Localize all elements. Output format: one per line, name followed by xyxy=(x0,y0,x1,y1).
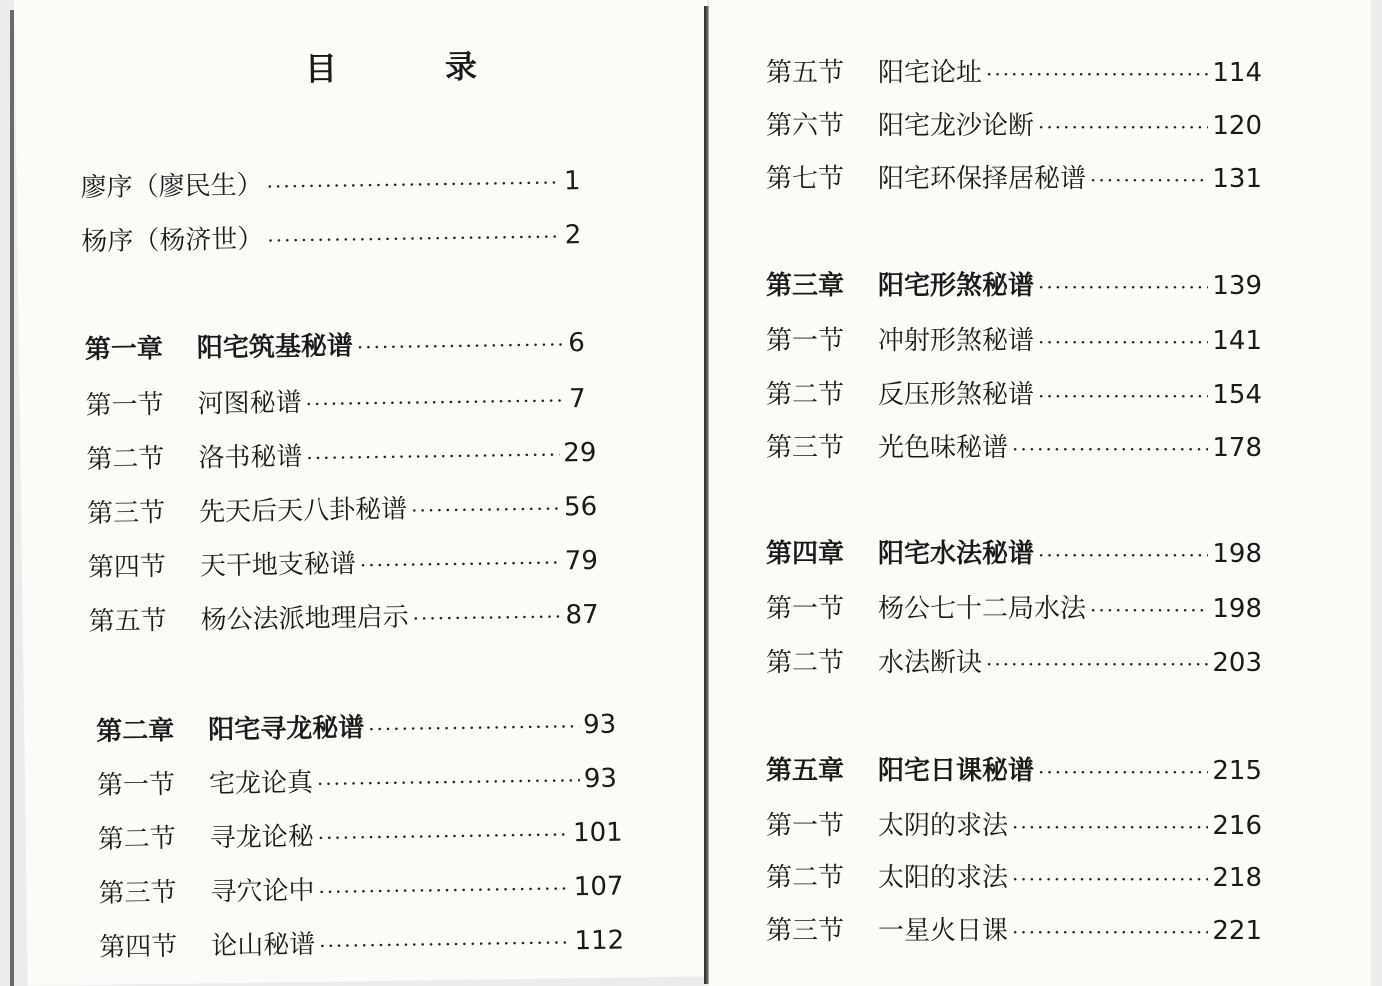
left-page xyxy=(14,0,721,986)
section-title: 一星火日课 xyxy=(878,916,1009,946)
entry-page: 221 xyxy=(1212,916,1262,946)
section-label: 第三节 xyxy=(766,916,845,946)
section-label: 第四节 xyxy=(87,551,167,584)
leader-dots xyxy=(1038,760,1208,784)
entry-page: 154 xyxy=(1212,380,1262,410)
leader-dots xyxy=(266,170,560,198)
section-label: 第一节 xyxy=(766,326,845,356)
section-title: 杨公法派地理启示 xyxy=(200,602,409,636)
chapter-title: 阳宅筑基秘谱 xyxy=(196,331,354,364)
section-label: 第一节 xyxy=(85,389,164,422)
toc-entry-section xyxy=(99,920,624,964)
section-title: 宅龙论真 xyxy=(208,767,314,800)
section-title: 天干地支秘谱 xyxy=(199,549,357,582)
entry-page: 141 xyxy=(1212,326,1262,356)
toc-entry-section xyxy=(766,427,1262,464)
leader-dots xyxy=(360,550,561,577)
toc-entry-preface xyxy=(80,160,580,204)
leader-dots xyxy=(318,876,570,904)
toc-entry-section xyxy=(86,432,596,476)
leader-dots xyxy=(1012,920,1208,944)
leader-dots xyxy=(1012,867,1208,891)
entry-page: 6 xyxy=(568,328,586,359)
section-label: 第一节 xyxy=(766,811,845,841)
entry-page: 198 xyxy=(1212,539,1262,569)
toc-entry-section xyxy=(766,158,1262,195)
section-title: 河图秘谱 xyxy=(197,388,302,420)
leader-dots xyxy=(1038,543,1208,567)
section-label: 第四节 xyxy=(99,931,178,963)
section-title: 洛书秘谱 xyxy=(198,442,303,474)
section-label: 第二节 xyxy=(86,443,165,476)
toc-entry-section xyxy=(97,758,617,802)
chapter-label: 第五章 xyxy=(766,756,845,786)
chapter-title: 阳宅水法秘谱 xyxy=(878,539,1035,569)
section-title: 光色味秘谱 xyxy=(878,433,1009,463)
entry-page: 87 xyxy=(565,599,599,631)
entry-page: 139 xyxy=(1212,271,1262,301)
chapter-title: 阳宅日课秘谱 xyxy=(878,756,1035,786)
chapter-title: 阳宅寻龙秘谱 xyxy=(208,713,365,746)
entry-page: 198 xyxy=(1212,594,1262,624)
entry-page: 79 xyxy=(564,545,599,577)
section-label: 第三节 xyxy=(86,497,166,530)
toc-entry-section xyxy=(766,320,1262,357)
toc-entry-section xyxy=(85,378,585,422)
entry-page: 178 xyxy=(1212,433,1262,463)
section-title: 杨公七十二局水法 xyxy=(878,594,1087,624)
chapter-label: 第二章 xyxy=(96,715,175,747)
leader-dots xyxy=(1038,115,1208,139)
section-label: 第二节 xyxy=(97,823,176,855)
toc-entry-section xyxy=(97,812,622,856)
leader-dots xyxy=(317,768,580,796)
entry-title: 杨序（杨济世） xyxy=(81,224,264,258)
entry-page: 131 xyxy=(1212,164,1262,194)
toc-entry-section xyxy=(88,594,598,638)
toc-entry-preface xyxy=(81,214,581,258)
entry-page: 203 xyxy=(1212,648,1262,678)
entry-page: 2 xyxy=(564,220,582,251)
leader-dots xyxy=(1012,815,1208,839)
entry-page: 56 xyxy=(563,491,598,523)
section-title: 太阳的求法 xyxy=(878,863,1009,893)
right-page xyxy=(709,0,1371,986)
toc-entry-section xyxy=(87,486,597,530)
section-label: 第一节 xyxy=(766,594,845,624)
leader-dots xyxy=(1090,168,1208,192)
section-label: 第三节 xyxy=(98,877,177,909)
section-label: 第五节 xyxy=(88,605,167,638)
entry-page: 114 xyxy=(1212,58,1262,88)
entry-page: 29 xyxy=(563,437,597,469)
entry-page: 112 xyxy=(574,925,625,957)
entry-title: 廖序（廖民生） xyxy=(80,170,263,204)
leader-dots xyxy=(267,224,561,252)
toc-entry-section xyxy=(766,374,1262,411)
chapter-label: 第四章 xyxy=(766,539,845,569)
toc-entry-section xyxy=(88,540,598,584)
leader-dots xyxy=(1038,275,1208,299)
section-title: 反压形煞秘谱 xyxy=(878,380,1035,410)
leader-dots xyxy=(357,332,565,359)
leader-dots xyxy=(318,822,570,850)
section-label: 第二节 xyxy=(766,648,845,678)
section-label: 第三节 xyxy=(766,433,845,463)
toc-entry-chapter xyxy=(766,750,1262,787)
section-title: 水法断诀 xyxy=(878,648,983,678)
leader-dots xyxy=(1038,384,1208,408)
section-title: 寻龙论秘 xyxy=(209,821,314,854)
leader-dots xyxy=(413,604,562,630)
section-title: 阳宅环保择居秘谱 xyxy=(878,164,1087,194)
section-label: 第五节 xyxy=(766,58,845,88)
toc-entry-section xyxy=(98,866,623,910)
leader-dots xyxy=(368,714,579,741)
toc-entry-section xyxy=(766,588,1262,625)
entry-page: 120 xyxy=(1212,111,1262,141)
section-title: 寻穴论中 xyxy=(210,875,315,908)
entry-page: 1 xyxy=(563,166,581,197)
entry-page: 7 xyxy=(568,384,586,415)
entry-page: 216 xyxy=(1212,811,1262,841)
section-label: 第二节 xyxy=(766,380,845,410)
toc-entry-chapter xyxy=(85,322,585,366)
chapter-label: 第一章 xyxy=(84,333,164,366)
entry-page: 107 xyxy=(573,871,624,903)
section-title: 太阴的求法 xyxy=(878,811,1009,841)
leader-dots xyxy=(319,930,571,958)
entry-page: 215 xyxy=(1212,756,1262,786)
section-label: 第一节 xyxy=(96,769,176,801)
section-label: 第二节 xyxy=(766,863,845,893)
entry-page: 101 xyxy=(572,817,623,849)
toc-entry-section xyxy=(766,52,1262,89)
chapter-label: 第三章 xyxy=(766,271,845,301)
chapter-title: 阳宅形煞秘谱 xyxy=(878,271,1035,301)
section-label: 第七节 xyxy=(766,164,845,194)
leader-dots xyxy=(411,496,560,522)
toc-entry-chapter xyxy=(766,265,1262,302)
entry-page: 218 xyxy=(1212,863,1262,893)
section-title: 冲射形煞秘谱 xyxy=(878,326,1035,356)
section-title: 阳宅论址 xyxy=(878,58,983,88)
toc-entry-section xyxy=(766,105,1262,142)
leader-dots xyxy=(1038,330,1208,354)
section-title: 阳宅龙沙论断 xyxy=(878,111,1035,141)
section-label: 第六节 xyxy=(766,111,845,141)
toc-entry-chapter xyxy=(96,704,616,748)
leader-dots xyxy=(1090,598,1208,622)
leader-dots xyxy=(1012,437,1208,461)
leader-dots xyxy=(306,442,559,470)
leader-dots xyxy=(986,62,1208,86)
toc-entry-section xyxy=(766,642,1262,679)
toc-entry-section xyxy=(766,910,1262,947)
page-edge-shadow xyxy=(10,10,14,986)
entry-page: 93 xyxy=(582,709,617,741)
toc-entry-section xyxy=(766,857,1262,894)
entry-page: 93 xyxy=(583,763,618,795)
leader-dots xyxy=(306,388,566,416)
toc-entry-section xyxy=(766,805,1262,842)
leader-dots xyxy=(986,652,1208,676)
toc-title: 目 录 xyxy=(304,47,516,88)
toc-entry-chapter xyxy=(766,533,1262,570)
section-title: 先天后天八卦秘谱 xyxy=(198,494,408,528)
section-title: 论山秘谱 xyxy=(211,929,316,962)
